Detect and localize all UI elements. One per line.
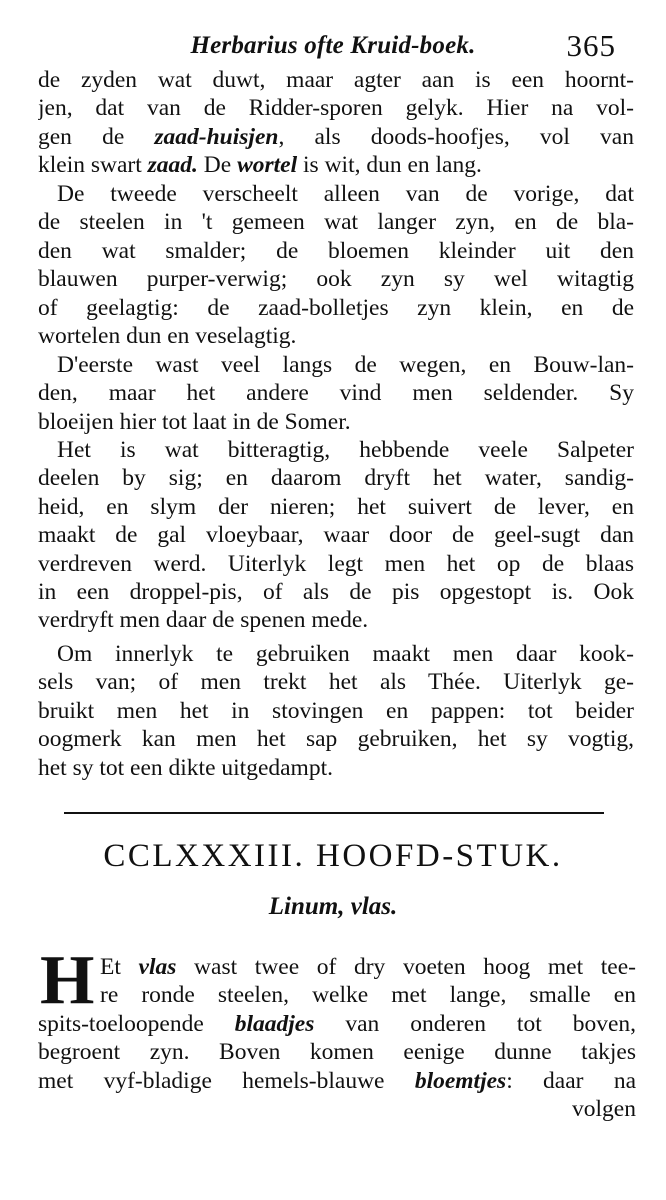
- text-segment: Et: [100, 954, 139, 980]
- text-line: jen, dat van de Ridder-sporen gelyk. Hier na vol-: [38, 95, 634, 122]
- running-head: [0, 28, 666, 64]
- text-line: verdreven werd. Uiterlyk legt men het op de blaas: [38, 550, 634, 577]
- text-segment: van onderen tot boven,: [314, 1010, 636, 1037]
- drop-cap: H: [40, 942, 95, 1019]
- text-line: Om innerlyk te gebruiken maakt men daar kook-: [57, 641, 634, 667]
- italic-term: zaad.: [147, 152, 198, 179]
- text-line: het sy tot een dikte uitgedampt.: [38, 754, 333, 781]
- text-line: de zyden wat duwt, maar agter aan is een hoornt-: [38, 67, 634, 93]
- paragraph-3: [38, 351, 634, 436]
- italic-term: zaad-huisjen: [154, 123, 279, 150]
- text-segment: wast twee of dry voeten hoog met tee-: [176, 954, 636, 980]
- paragraph-1: [38, 66, 634, 180]
- text-line: heid, en slym der nieren; het suivert de lever, en: [38, 493, 634, 520]
- text-line: re ronde steelen, welke met lange, smalle en: [100, 982, 636, 1009]
- text-line: [38, 1010, 636, 1038]
- text-line: de steelen in 't gemeen wat langer zyn, en de bla-: [38, 209, 634, 236]
- text-segment: De: [197, 152, 238, 179]
- text-line: in een droppel-pis, of als de pis opgestopt is. Ook: [38, 578, 634, 605]
- page-number: 365: [566, 28, 616, 63]
- text-segment: klein swart: [38, 152, 148, 179]
- text-line: [38, 953, 636, 981]
- text-line: deelen by sig; en daarom dryft het water, sandig-: [38, 465, 634, 492]
- text-line: [38, 1067, 636, 1095]
- text-line: den, maar het andere vind men seldender. Sy: [38, 380, 634, 407]
- text-segment: spits-toeloopende: [38, 1010, 235, 1037]
- italic-term: bloemtjes: [414, 1067, 507, 1094]
- text-line: sels van; of men trekt het als Thée. Uiterlyk ge-: [38, 669, 634, 696]
- text-line: den wat smalder; de bloemen kleinder uit den: [38, 237, 634, 264]
- running-title: Herbarius ofte Kruid-boek.: [190, 32, 476, 59]
- text-line: oogmerk kan men het sap gebruiken, het sy vogtig,: [38, 726, 634, 753]
- text-line: D'eerste wast veel langs de wegen, en Bouw-lan-: [57, 352, 634, 378]
- paragraph-5: [38, 640, 634, 782]
- text-segment: gen de: [38, 123, 155, 150]
- text-line: bloeijen hier tot laat in de Somer.: [38, 408, 351, 435]
- paragraph-4: [38, 436, 634, 635]
- text-segment: : daar na: [506, 1067, 636, 1094]
- section-divider: [64, 812, 604, 814]
- chapter-heading: CCLXXXIII. HOOFD-STUK.: [103, 838, 563, 874]
- text-segment: met vyf-bladige hemels-blauwe: [38, 1067, 415, 1094]
- italic-term: blaadjes: [234, 1010, 315, 1037]
- text-line: of geelagtig: de zaad-bolletjes zyn klein, en de: [38, 294, 634, 321]
- chapter-paragraph: [38, 953, 636, 1123]
- paragraph-2: [38, 180, 634, 350]
- text-line: Het is wat bitteragtig, hebbende veele Salpeter: [57, 437, 634, 463]
- text-line: maakt de gal vloeybaar, waar door de geel-sugt dan: [38, 522, 634, 549]
- text-segment: is wit, dun en lang.: [297, 152, 482, 179]
- text-line: De tweede verscheelt alleen van de vorige, dat: [57, 181, 634, 207]
- text-line: [38, 151, 634, 179]
- italic-term: wortel: [237, 152, 298, 179]
- italic-term: vlas: [138, 954, 177, 980]
- text-segment: , als doods-hoofjes, vol van: [278, 123, 634, 150]
- text-line: begroent zyn. Boven komen eenige dunne takjes: [38, 1039, 636, 1066]
- text-line: blauwen purper-verwig; ook zyn sy wel witagtig: [38, 266, 634, 293]
- text-line: verdryft men daar de spenen mede.: [38, 607, 369, 634]
- text-line: bruikt men het in stovingen en pappen: tot beider: [38, 697, 634, 724]
- text-line: [38, 123, 634, 151]
- text-line: wortelen dun en veselagtig.: [38, 322, 297, 349]
- chapter-subtitle: Linum, vlas.: [268, 893, 398, 920]
- catchword: volgen: [572, 1095, 636, 1122]
